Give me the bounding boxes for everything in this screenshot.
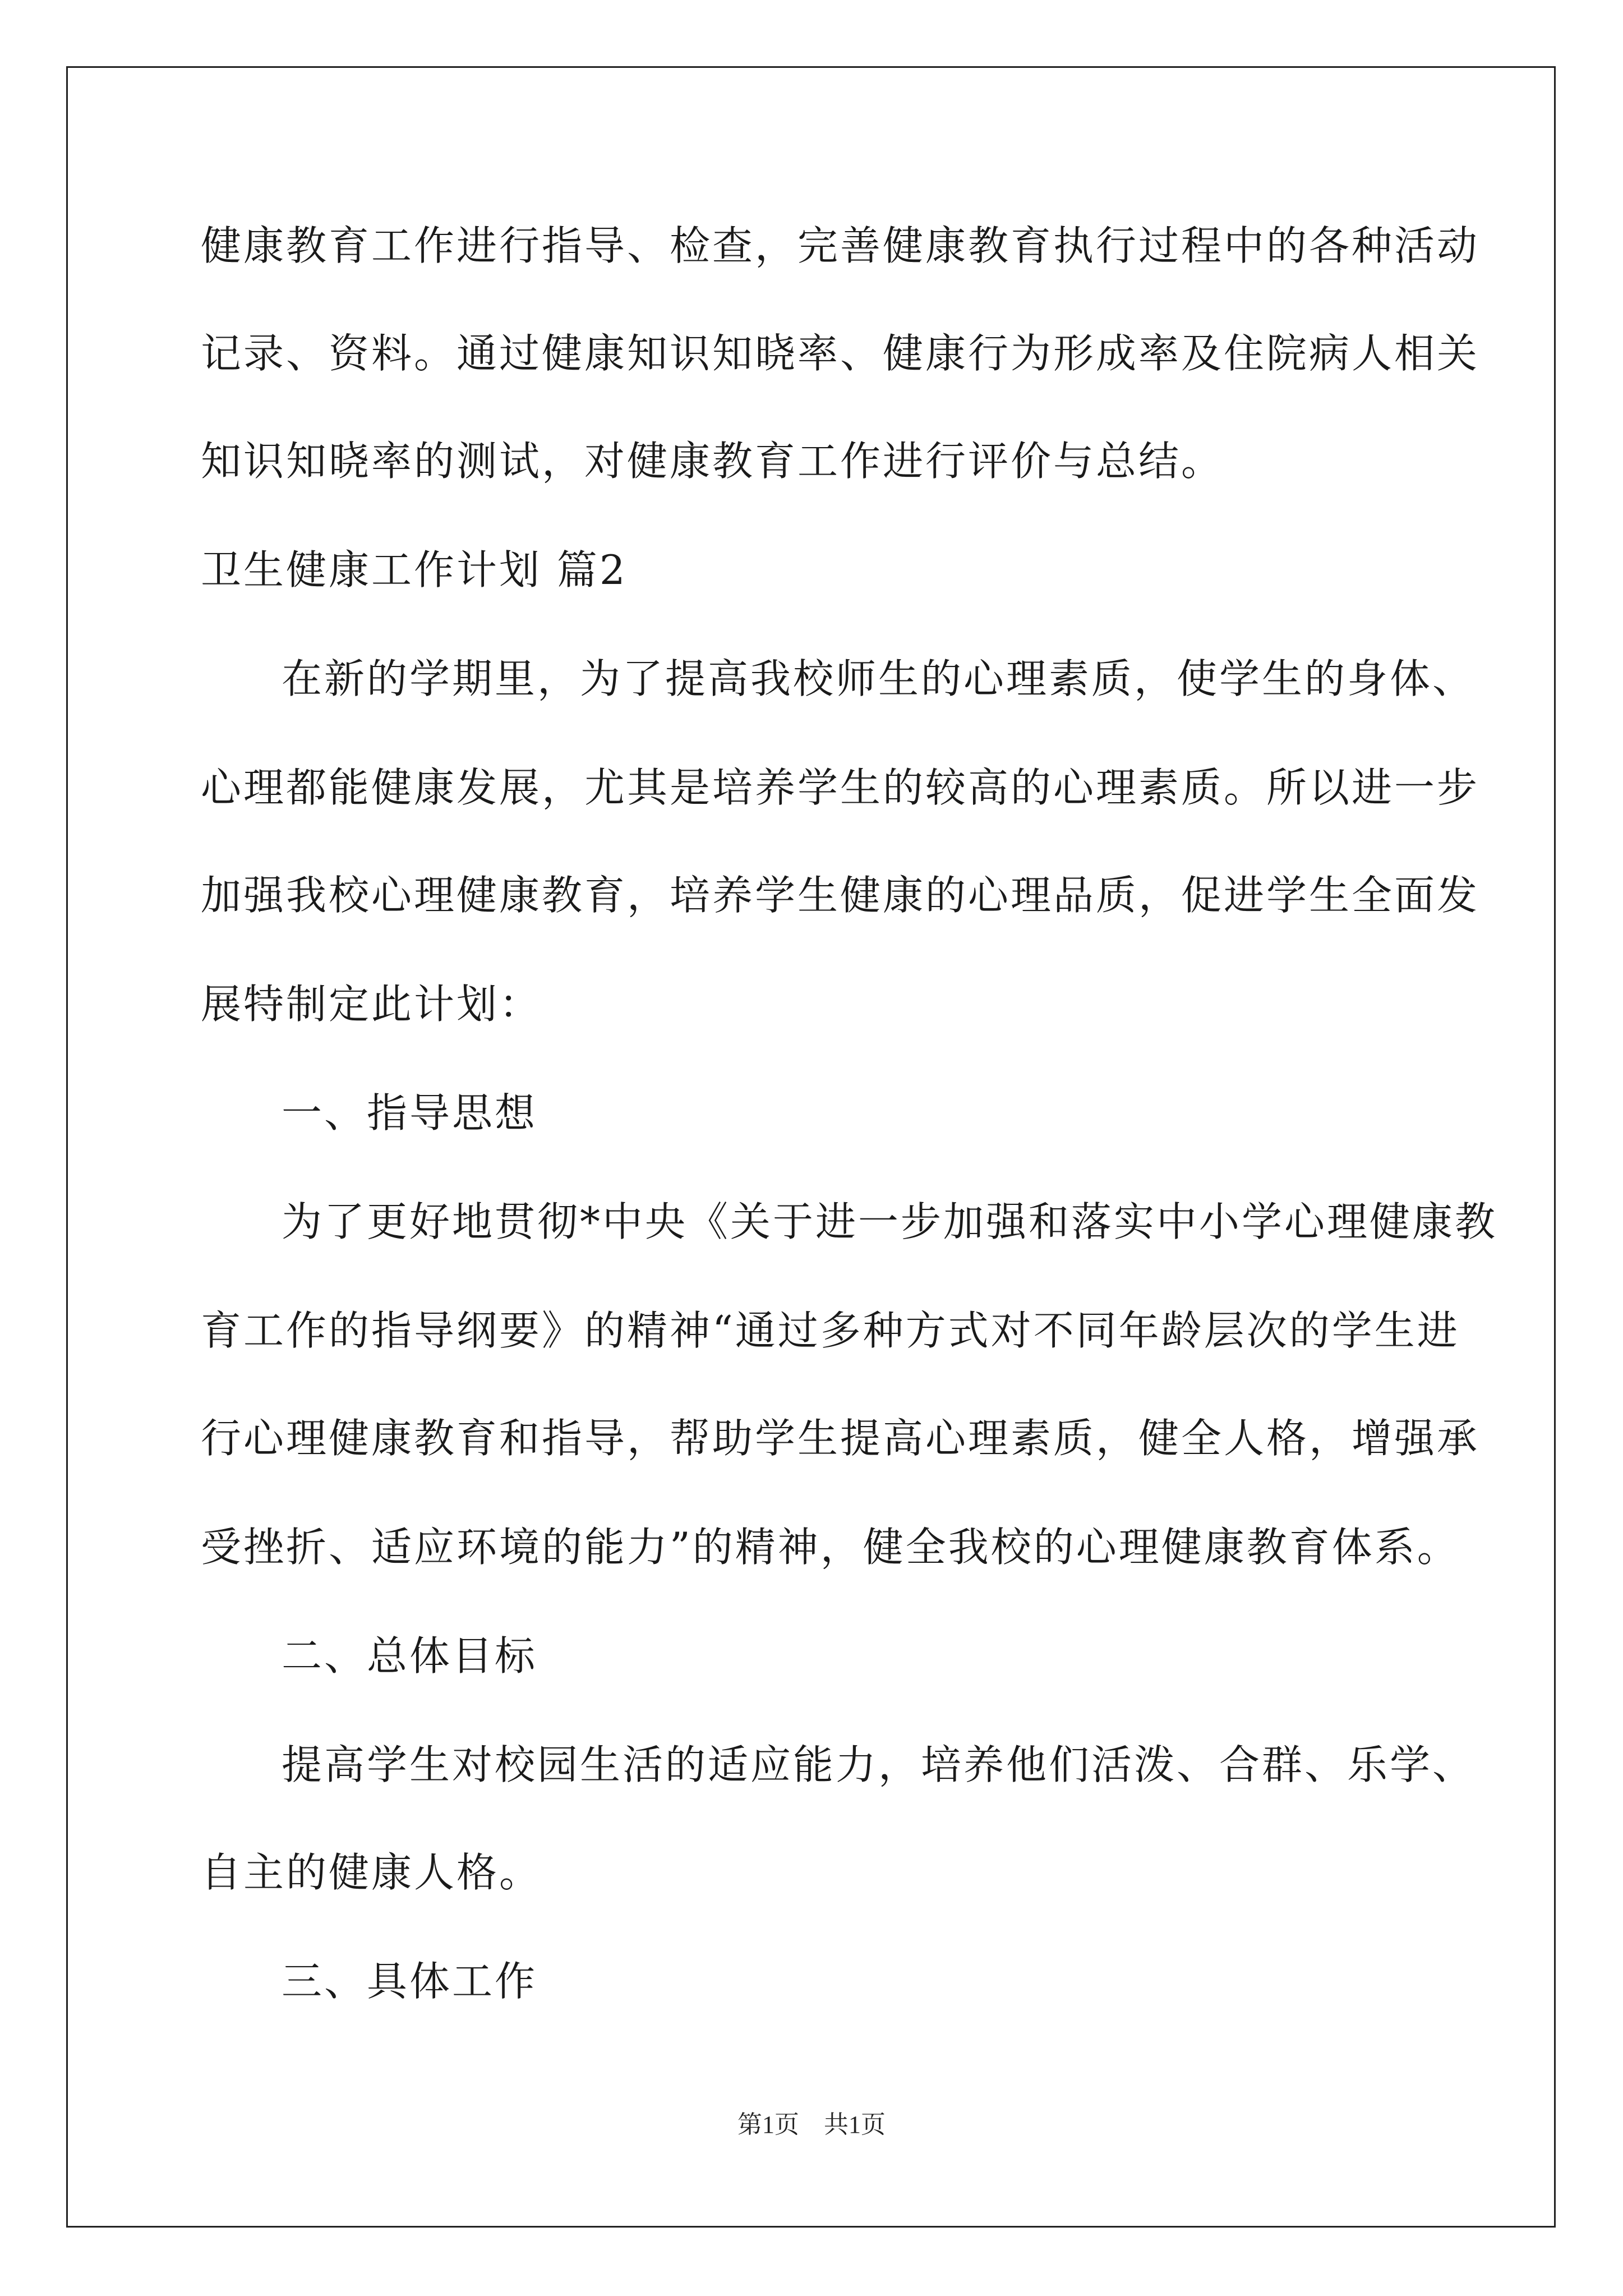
section-heading: 卫生健康工作计划 篇2 [201, 546, 628, 593]
body-line: 展特制定此计划： [201, 981, 542, 1028]
body-line: 自主的健康人格。 [201, 1849, 542, 1896]
body-line: 知识知晓率的测试，对健康教育工作进行评价与总结。 [201, 438, 1224, 485]
page-border [66, 66, 1556, 2228]
subheading: 三、具体工作 [282, 1958, 538, 2005]
body-line: 加强我校心理健康教育，培养学生健康的心理品质，促进学生全面发 [201, 872, 1480, 919]
body-line: 受挫折、适应环境的能力”的精神，健全我校的心理健康教育体系。 [201, 1524, 1460, 1571]
subheading: 一、指导思想 [282, 1089, 538, 1137]
subheading: 二、总体目标 [282, 1632, 538, 1680]
body-line: 育工作的指导纲要》的精神“通过多种方式对不同年龄层次的学生进 [201, 1307, 1460, 1354]
body-line: 行心理健康教育和指导，帮助学生提高心理素质，健全人格，增强承 [201, 1415, 1480, 1462]
page-number-footer: 第1页 共1页 [737, 2111, 886, 2138]
body-line: 在新的学期里，为了提高我校师生的心理素质，使学生的身体、 [282, 655, 1476, 702]
body-line: 提高学生对校园生活的适应能力，培养他们活泼、合群、乐学、 [282, 1741, 1476, 1788]
body-line: 为了更好地贯彻*中央《关于进一步加强和落实中小学心理健康教 [282, 1198, 1498, 1245]
body-line: 心理都能健康发展，尤其是培养学生的较高的心理素质。所以进一步 [201, 764, 1480, 811]
body-line: 记录、资料。通过健康知识知晓率、健康行为形成率及住院病人相关 [201, 330, 1480, 377]
body-line: 健康教育工作进行指导、检查，完善健康教育执行过程中的各种活动 [201, 222, 1480, 269]
